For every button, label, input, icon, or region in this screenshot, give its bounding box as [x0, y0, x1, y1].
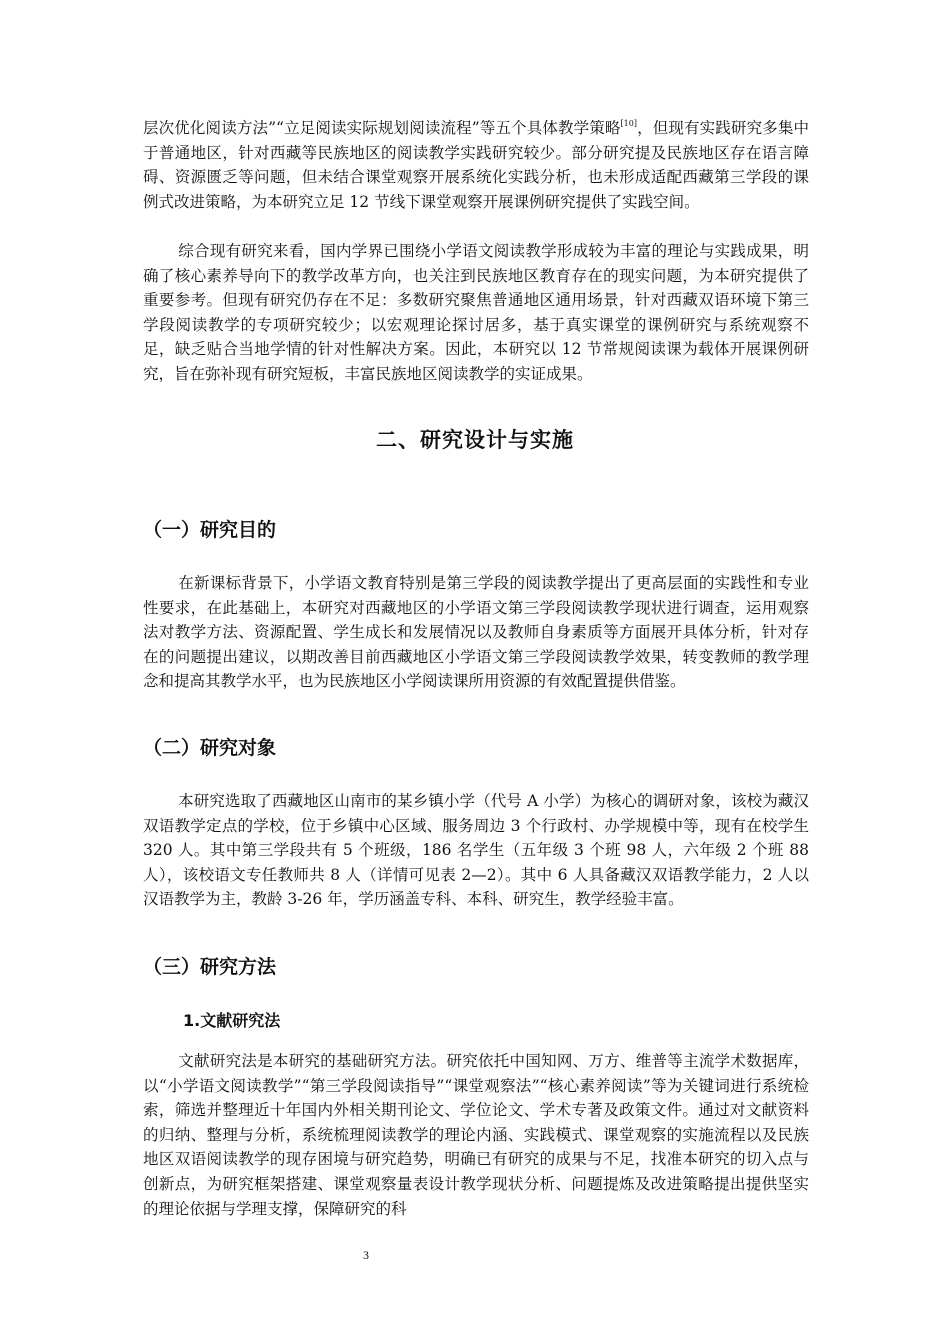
paragraph-text: 文献研究法是本研究的基础研究方法。研究依托中国知网、万方、维普等主流学术数据库，以“小学语文阅读教学”“第三学段阅读指导”“课堂观察法”“核心素养阅读”等为关键词进行系统检索，筛选并整理近十年国内外相关期刊论文、学位论文、学术专著及政策文件。通过对文献资料的归纳、整理与分析，系统梳理阅读教学的理论内涵、实践模式、课堂观察的实施流程以及民族地区双语阅读教学的现存困境与研究趋势，明确已有研究的成果与不足，找准本研究的切入点与创新点，为研究框架搭建、课堂观察量表设计教学现状分析、问题提炼及改进策略提出提供坚实的理论依据与学理支撑，保障研究的科	[143, 1052, 809, 1218]
paragraph-literature-gap	[143, 116, 809, 214]
paragraph-text-continued: ，但现有实践研究多集中于普通地区，针对西藏等民族地区的阅读教学实践研究较少。部分研究提及民族地区存在语言障碍、资源匮乏等问题，但未结合课堂观察开展系统化实践分析，也未形成适配西藏第三学段的课例式改进策略，为本研究立足 12 节线下课堂观察开展课例研究提供了实践空间。	[143, 119, 809, 211]
paragraph-subjects	[143, 789, 809, 912]
method-heading-literature: 1.文献研究法	[183, 1011, 281, 1030]
section-heading: 二、研究设计与实施	[376, 428, 574, 452]
paragraph-text: 综合现有研究来看，国内学界已围绕小学语文阅读教学形成较为丰富的理论与实践成果，明确了核心素养导向下的教学改革方向，也关注到民族地区教育存在的现实问题，为本研究提供了重要参考。但现有研究仍存在不足：多数研究聚焦普通地区通用场景，针对西藏双语环境下第三学段阅读教学的专项研究较少；以宏观理论探讨居多，基于真实课堂的课例研究与系统观察不足，缺乏贴合当地学情的针对性解决方案。因此，本研究以 12 节常规阅读课为载体开展课例研究，旨在弥补现有研究短板，丰富民族地区阅读教学的实证成果。	[143, 242, 809, 383]
paragraph-literature-method	[143, 1049, 809, 1221]
paragraph-purpose	[143, 571, 809, 694]
citation-superscript: [10]	[620, 119, 637, 128]
subsection-heading-methods: （三）研究方法	[143, 956, 277, 978]
subsection-heading-purpose: （一）研究目的	[143, 519, 277, 541]
page-number: 3	[363, 1248, 369, 1262]
paragraph-text: 本研究选取了西藏地区山南市的某乡镇小学（代号 A 小学）为核心的调研对象，该校为藏汉双语教学定点的学校，位于乡镇中心区域、服务周边 3 个行政村、办学规模中等，现有在校学生 320 人。其中第三学段共有 5 个班级，186 名学生（五年级 3 个班 98 人，六年级 2 个班 88 人），该校语文专任教师共 8 人（详情可见表 2—2）。其中 6 人具备藏汉双语教学能力，2 人以汉语教学为主，教龄 3-26 年，学历涵盖专科、本科、研究生，教学经验丰富。	[143, 792, 809, 909]
paragraph-summary	[143, 239, 809, 387]
subsection-heading-subjects: （二）研究对象	[143, 737, 277, 759]
paragraph-text: 层次优化阅读方法”“立足阅读实际规划阅读流程”等五个具体教学策略	[143, 119, 621, 137]
paragraph-text: 在新课标背景下，小学语文教育特别是第三学段的阅读教学提出了更高层面的实践性和专业性要求，在此基础上，本研究对西藏地区的小学语文第三学段阅读教学现状进行调查，运用观察法对教学方法、资源配置、学生成长和发展情况以及教师自身素质等方面展开具体分析，针对存在的问题提出建议，以期改善目前西藏地区小学语文第三学段阅读教学效果，转变教师的教学理念和提高其教学水平，也为民族地区小学阅读课所用资源的有效配置提供借鉴。	[143, 574, 809, 691]
